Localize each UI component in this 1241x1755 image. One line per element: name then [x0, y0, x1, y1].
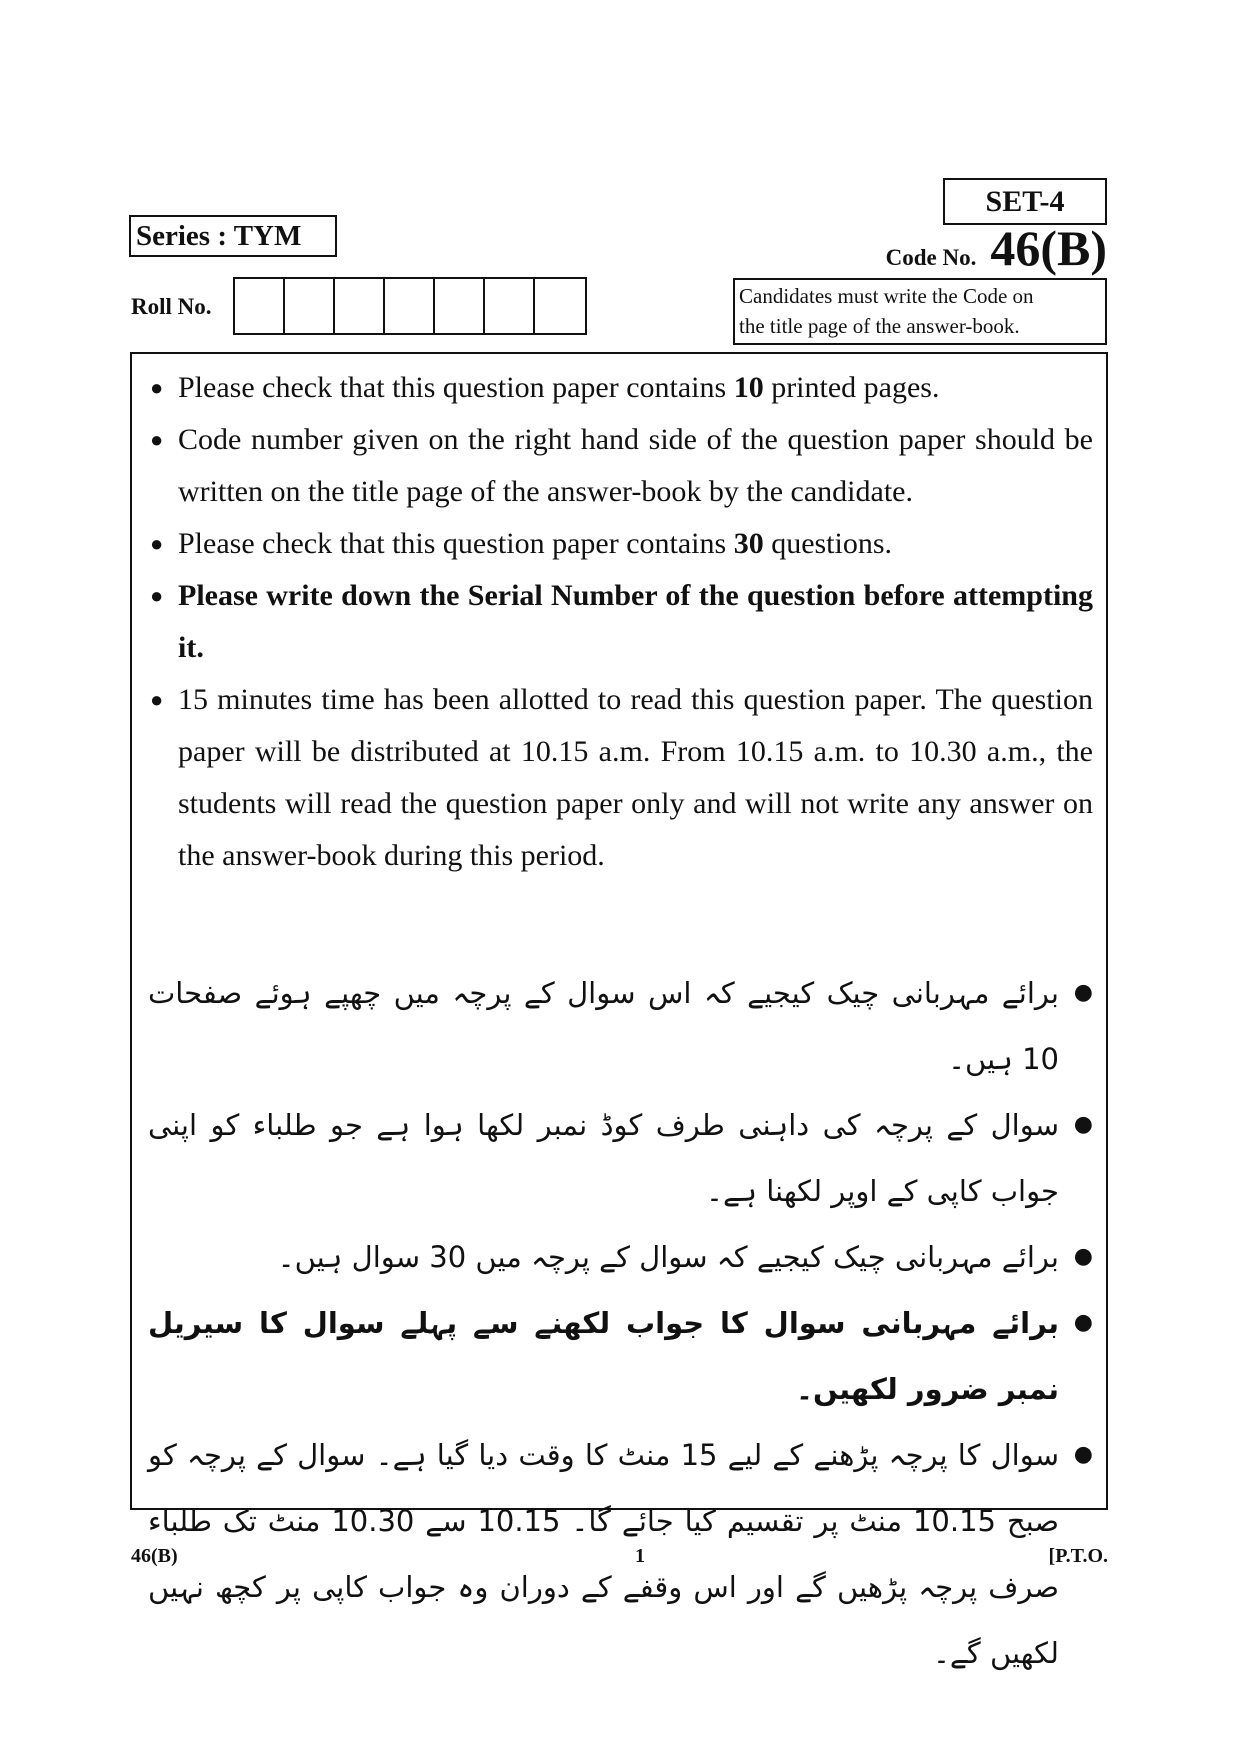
- candidate-note-line: the title page of the answer-book.: [739, 314, 1020, 338]
- please-turn-over: [P.T.O.: [1048, 1545, 1108, 1567]
- instruction-item-urdu: ● برائے مہربانی سوال کا جواب لکھنے سے پہلے سوال کا سیریل نمبر ضرور لکھیں۔: [148, 1290, 1093, 1422]
- instruction-item-urdu: ● سوال کا پرچہ پڑھنے کے لیے 15 منٹ کا وقت دیا گیا ہے۔ سوال کے پرچہ کو صبح 10.15 منٹ پر تقسیم کیا جائے گا۔ 10.15 سے 10.30 منٹ تک طلباء صرف پرچہ پڑھیں گے اور اس وقفے کے دوران وہ جواب کاپی پر کچھ نہیں لکھیں گے۔: [148, 1422, 1093, 1686]
- bullet-icon: ●: [1073, 1442, 1093, 1467]
- instruction-item: ● Please check that this question paper contains 10 printed pages.: [148, 362, 1093, 414]
- instruction-item: ● Please write down the Serial Number of the question before attempting it.: [148, 570, 1093, 674]
- candidate-note-line: Candidates must write the Code on: [739, 284, 1034, 308]
- footer-code: 46(B): [131, 1545, 178, 1567]
- code-value: 46(B): [990, 220, 1107, 276]
- bullet-icon: ●: [150, 375, 164, 400]
- bullet-icon: ●: [150, 427, 164, 452]
- instruction-item: ● Please check that this question paper contains 30 questions.: [148, 518, 1093, 570]
- roll-number-box[interactable]: [535, 279, 585, 333]
- roll-number-box[interactable]: [485, 279, 535, 333]
- instruction-item-urdu: ● برائے مہربانی چیک کیجیے کہ سوال کے پرچہ میں 30 سوال ہیں۔: [148, 1224, 1093, 1290]
- instructions-english: [148, 362, 1093, 882]
- roll-number-label: Roll No.: [131, 294, 212, 319]
- roll-number-box[interactable]: [235, 279, 285, 333]
- code-number: [886, 222, 1107, 274]
- instruction-item: ● 15 minutes time has been allotted to read this question paper. The question paper will be distributed at 10.15 a.m. From 10.15 a.m. to 10.30 a.m., the students will read the question paper only and will not write any answer on the answer-book during this period.: [148, 674, 1093, 882]
- instruction-item-urdu: ● سوال کے پرچہ کی داہنی طرف کوڈ نمبر لکھا ہوا ہے جو طلباء کو اپنی جواب کاپی کے اوپر لکھنا ہے۔: [148, 1092, 1093, 1224]
- bullet-icon: ●: [1073, 1310, 1093, 1335]
- candidate-note: [733, 278, 1107, 345]
- code-label: Code No.: [885, 245, 977, 270]
- roll-number-box[interactable]: [385, 279, 435, 333]
- instruction-item: ● Code number given on the right hand side of the question paper should be written on the title page of the answer-book by the candidate.: [148, 414, 1093, 518]
- roll-number-box[interactable]: [435, 279, 485, 333]
- bullet-icon: ●: [1073, 980, 1093, 1005]
- set-label: SET-4: [943, 178, 1107, 225]
- roll-number-box[interactable]: [285, 279, 335, 333]
- bullet-icon: ●: [150, 583, 164, 608]
- roll-number-box[interactable]: [335, 279, 385, 333]
- instruction-item-urdu: ● برائے مہربانی چیک کیجیے کہ اس سوال کے پرچہ میں چھپے ہوئے صفحات 10 ہیں۔: [148, 960, 1093, 1092]
- bullet-icon: ●: [150, 687, 164, 712]
- bullet-icon: ●: [1073, 1112, 1093, 1137]
- instructions-urdu: [148, 960, 1093, 1686]
- series-label: Series : TYM: [129, 215, 337, 257]
- page-number: 1: [635, 1545, 645, 1567]
- roll-number-boxes: [233, 277, 587, 335]
- bullet-icon: ●: [1073, 1244, 1093, 1269]
- bullet-icon: ●: [150, 531, 164, 556]
